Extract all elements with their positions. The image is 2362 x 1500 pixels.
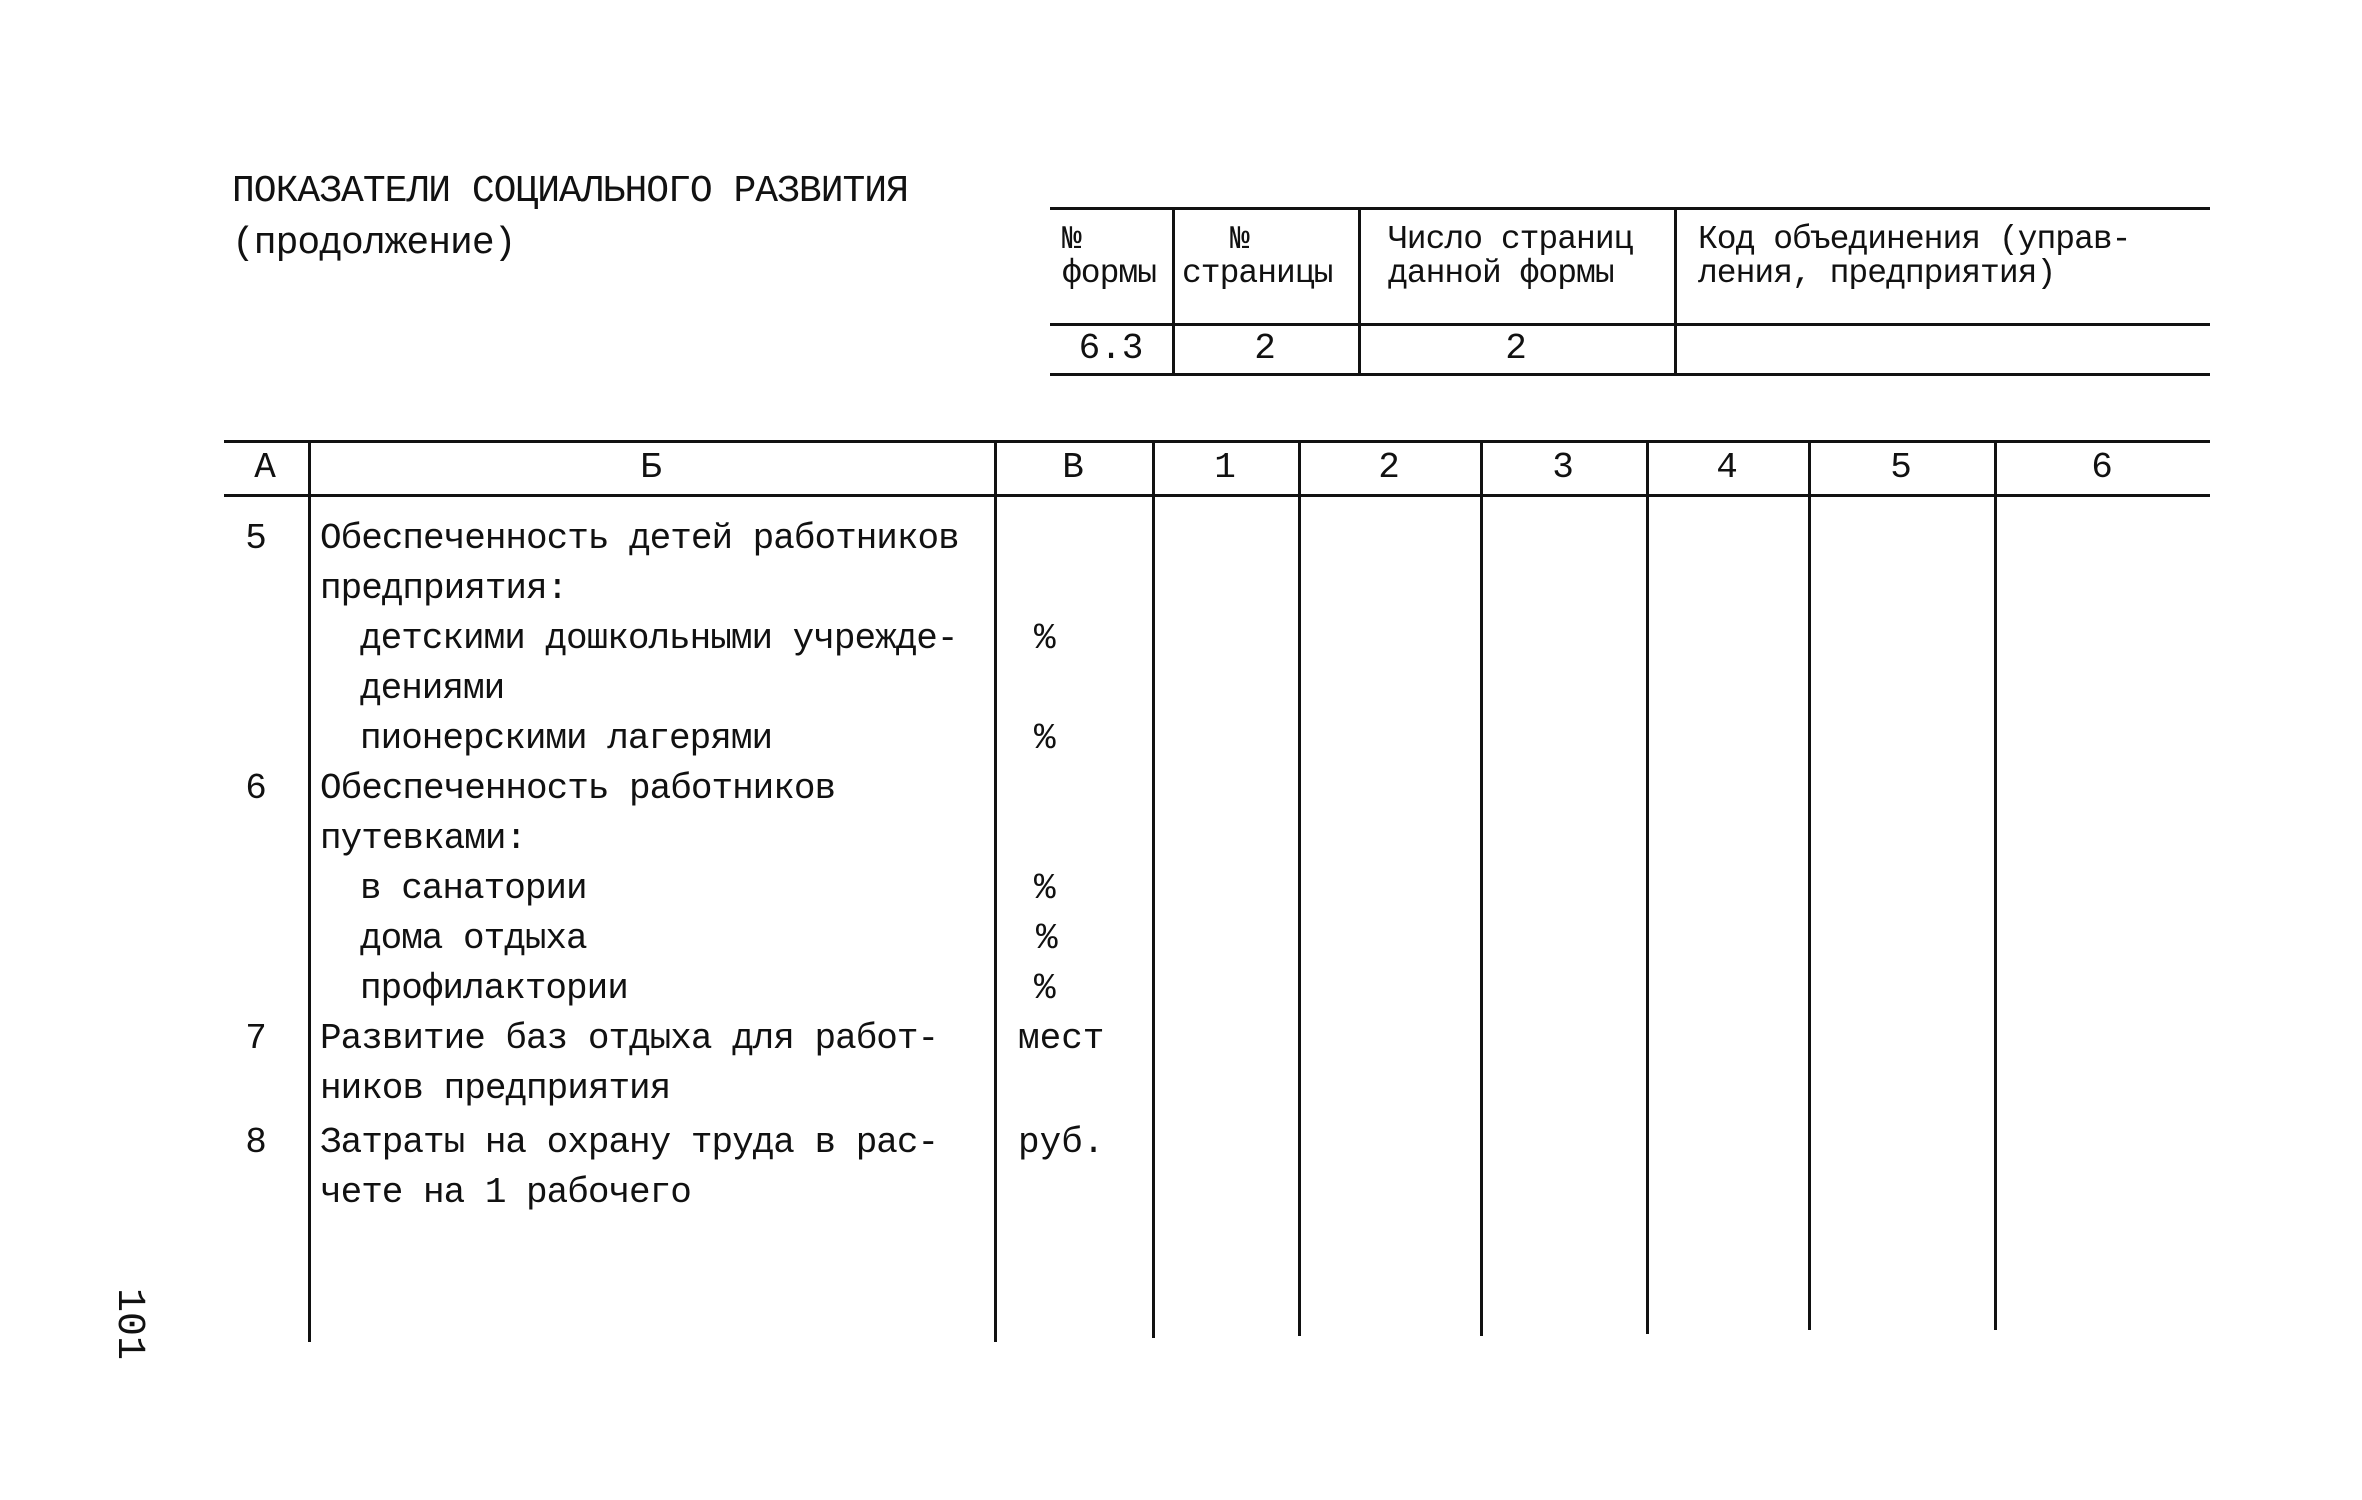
page-number: 101: [106, 1288, 151, 1361]
column-header-1: 1: [1214, 447, 1236, 488]
column-divider: [1808, 442, 1811, 1330]
info-bottom-rule: [1050, 373, 2210, 376]
row-unit: руб.: [1018, 1122, 1105, 1163]
row-unit: мест: [1018, 1018, 1105, 1059]
form-info-table: [1050, 207, 2210, 377]
row-unit: %: [1036, 918, 1058, 959]
column-header-a: А: [254, 447, 276, 488]
row-unit: %: [1034, 968, 1056, 1009]
column-header-3: 3: [1552, 447, 1574, 488]
row-text: пионерскими лагерями: [360, 718, 773, 759]
row-text: в санатории: [360, 868, 587, 909]
row-text: Развитие баз отдыха для работ-: [320, 1018, 939, 1059]
row-text: ников предприятия: [320, 1068, 671, 1109]
column-header-6: 6: [2091, 447, 2113, 488]
column-header-b: Б: [640, 447, 662, 488]
info-header-org-code: Код объединения (управ- ления, предприятия): [1698, 221, 2131, 292]
row-text: чете на 1 рабочего: [320, 1172, 691, 1213]
column-header-4: 4: [1716, 447, 1738, 488]
info-header-page-number: № страницы: [1182, 221, 1333, 292]
title-block: [232, 166, 908, 270]
row-text: дома отдыха: [360, 918, 587, 959]
info-top-rule: [1050, 207, 2210, 210]
row-text: детскими дошкольными учрежде-: [360, 618, 958, 659]
info-header-form-number: № формы: [1062, 221, 1157, 292]
row-text: путевками:: [320, 818, 527, 859]
row-unit: %: [1034, 618, 1056, 659]
info-value-page-number: 2: [1254, 328, 1276, 369]
column-divider: [1152, 442, 1155, 1338]
page-title: ПОКАЗАТЕЛИ СОЦИАЛЬНОГО РАЗВИТИЯ: [232, 170, 908, 213]
column-divider: [1298, 442, 1301, 1336]
row-text: Обеспеченность работников: [320, 768, 836, 809]
column-divider: [1480, 442, 1483, 1336]
row-text: дениями: [360, 668, 505, 709]
indicators-table: [222, 438, 2210, 1338]
row-number: 7: [245, 1018, 267, 1059]
info-value-form-number: 6.3: [1078, 328, 1144, 369]
table-header-rule: [224, 494, 2210, 497]
column-divider: [308, 442, 311, 1342]
column-divider: [1994, 442, 1997, 1330]
row-unit: %: [1034, 718, 1056, 759]
column-header-v: В: [1062, 447, 1084, 488]
row-text: Обеспеченность детей работников: [320, 518, 959, 559]
info-header-page-count: Число страниц данной формы: [1388, 221, 1633, 292]
column-divider: [994, 442, 997, 1342]
row-text: профилактории: [360, 968, 628, 1009]
info-col-divider: [1674, 207, 1677, 373]
info-value-page-count: 2: [1505, 328, 1527, 369]
row-number: 6: [245, 768, 267, 809]
row-unit: %: [1034, 868, 1056, 909]
row-text: предприятия:: [320, 568, 568, 609]
column-header-2: 2: [1378, 447, 1400, 488]
row-number: 8: [245, 1122, 267, 1163]
column-header-5: 5: [1890, 447, 1912, 488]
table-top-rule: [224, 440, 2210, 443]
row-number: 5: [245, 518, 267, 559]
info-mid-rule: [1050, 323, 2210, 326]
row-text: Затраты на охрану труда в рас-: [320, 1122, 939, 1163]
column-divider: [1646, 442, 1649, 1334]
page-subtitle: (продолжение): [232, 222, 516, 265]
